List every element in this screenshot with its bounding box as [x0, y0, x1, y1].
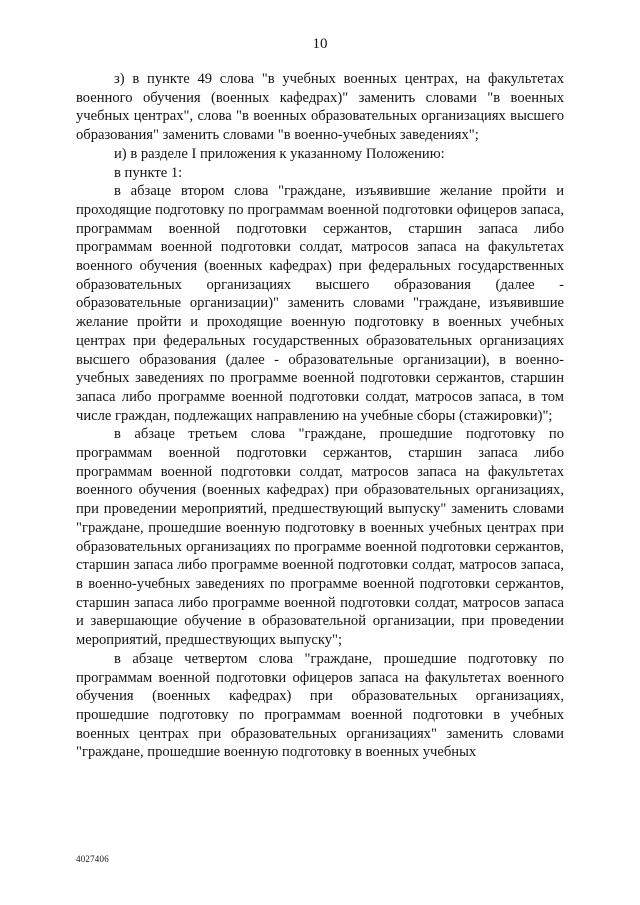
- paragraph-third-abzac: в абзаце третьем слова "граждане, прошедшие подготовку по программам военной подготовки сержантов, старшин запаса либо программам военной подготовки солдат, матросов запаса на факультетах военного обучения (военных кафедрах) при образовательных организациях, при проведении мероприятий, предшествующий выпуску" заменить словами "граждане, прошедшие военную подготовку в военных учебных центрах при образовательных организациях по программе военной подготовки сержантов, старшин запаса либо программе военной подготовки солдат, матросов запаса, в военно-учебных заведениях по программе военной подготовки сержантов, старшин запаса либо программе военной подготовки солдат, матросов запаса и завершающие обучение в образовательной организации, при проведении мероприятий, предшествующих выпуску";: [76, 426, 564, 649]
- paragraph-fourth-abzac: в абзаце четвертом слова "граждане, прошедшие подготовку по программам военной подготовки офицеров запаса на факультетах военного обучения (военных кафедрах) при образовательных организациях, прошедшие подготовку по программам военной подготовки в учебных военных центрах при образовательных организациях" заменить словами "граждане, прошедшие военную подготовку в военных учебных: [76, 650, 564, 761]
- document-code: 4027406: [76, 854, 109, 864]
- paragraph-z-item-49: з) в пункте 49 слова "в учебных военных центрах, на факультетах военного обучения (военных кафедрах)" заменить словами "в военных учебных центрах", слова "в военных образовательных организациях высшего образования" заменить словами "в военно-учебных заведениях";: [76, 71, 564, 144]
- paragraph-point-1: в пункте 1:: [114, 164, 183, 181]
- paragraph-second-abzac: в абзаце втором слова "граждане, изъявившие желание пройти и проходящие подготовку по программам военной подготовки офицеров запаса, программам военной подготовки сержантов, старшин запаса либо программам военной подготовки солдат, матросов запаса на факультетах военного обучения (военных кафедрах) при федеральных государственных образовательных организациях высшего образования (далее - образовательные организации)" заменить словами "граждане, изъявившие желание пройти и проходящие военную подготовку в военных учебных центрах при федеральных государственных образовательных организациях высшего образования (далее - образовательные организации), в военно-учебных заведениях по программе военной подготовки сержантов, старшин запаса либо программе военной подготовки солдат, матросов запаса, в том числе граждан, подлежащих направлению на учебные сборы (стажировки)";: [76, 183, 564, 424]
- page-number: 10: [312, 36, 328, 52]
- document-body: [76, 70, 564, 762]
- paragraph-i-section-1: и) в разделе I приложения к указанному Положению:: [114, 145, 445, 162]
